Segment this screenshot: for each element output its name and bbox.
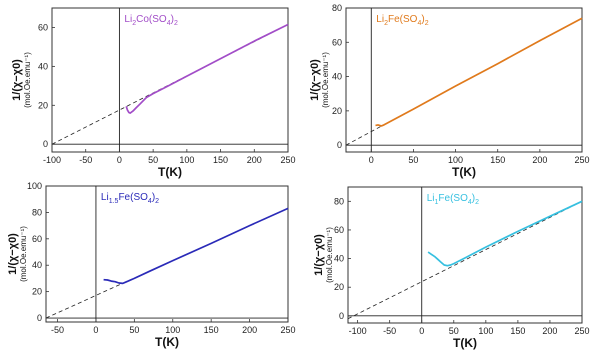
compound-label-part: 2 bbox=[155, 198, 160, 205]
x-tick-label: 200 bbox=[542, 326, 558, 336]
compound-label-part: 4 bbox=[467, 199, 472, 206]
x-tick-label: -50 bbox=[383, 326, 397, 336]
compound-label bbox=[376, 14, 428, 27]
x-tick-label: 150 bbox=[203, 325, 219, 335]
x-tick-label: 200 bbox=[242, 325, 258, 335]
x-axis-label: T(K) bbox=[158, 165, 182, 179]
x-tick-label: -50 bbox=[51, 325, 65, 335]
y-axis-unit: (mol.Oe.emu⁻¹) bbox=[325, 227, 334, 283]
y-tick-label: 40 bbox=[333, 253, 344, 264]
compound-label-part: 4 bbox=[147, 198, 152, 205]
compound-label-part: Li bbox=[100, 192, 109, 203]
y-tick-label: 0 bbox=[336, 140, 342, 151]
compound-label-part: Fe(SO bbox=[438, 193, 468, 204]
compound-label-part: Fe(SO bbox=[118, 192, 148, 203]
x-tick-label: 100 bbox=[179, 155, 195, 165]
y-axis-label: 1/(χ−χ0) bbox=[7, 233, 19, 275]
x-tick-label: 100 bbox=[448, 155, 464, 165]
y-axis-unit: (mol.Oe.emu⁻¹) bbox=[321, 52, 330, 108]
y-tick-label: 40 bbox=[31, 260, 42, 271]
y-tick-label: 20 bbox=[37, 100, 48, 111]
compound-label-part: 4 bbox=[417, 20, 422, 27]
y-tick-label: 0 bbox=[36, 313, 42, 324]
y-tick-label: 40 bbox=[331, 71, 342, 82]
y-axis-unit: (mol.Oe.emu⁻¹) bbox=[23, 52, 32, 108]
x-tick-label: -100 bbox=[348, 326, 367, 336]
x-tick-label: 250 bbox=[280, 325, 296, 335]
y-tick-label: 60 bbox=[37, 22, 48, 33]
compound-label bbox=[124, 14, 178, 27]
x-axis-label: T(K) bbox=[155, 335, 179, 349]
y-tick-label: 60 bbox=[331, 37, 342, 48]
y-axis-label: 1/(χ−χ0) bbox=[11, 59, 23, 101]
compound-label-part: 2 bbox=[132, 20, 137, 27]
data-series-line bbox=[376, 18, 583, 126]
compound-label bbox=[427, 193, 479, 206]
compound-label-part: 2 bbox=[173, 20, 178, 27]
y-axis-label: 1/(χ−χ0) bbox=[313, 234, 325, 276]
x-tick-label: 200 bbox=[532, 155, 548, 165]
y-axis-label: 1/(χ−χ0) bbox=[309, 59, 321, 101]
x-tick-label: 0 bbox=[368, 155, 374, 165]
x-axis-label: T(K) bbox=[452, 165, 476, 179]
x-axis-label: T(K) bbox=[453, 336, 477, 350]
y-tick-label: 20 bbox=[333, 282, 344, 293]
compound-label-part: ) bbox=[170, 14, 174, 25]
plot-frame bbox=[346, 8, 582, 152]
x-tick-label: 0 bbox=[116, 155, 122, 165]
compound-label-part: 1.5 bbox=[108, 198, 119, 205]
compound-label-part: Li bbox=[426, 193, 435, 204]
x-tick-label: 0 bbox=[419, 326, 425, 336]
y-tick-label: 60 bbox=[333, 224, 344, 235]
x-tick-label: 50 bbox=[448, 326, 459, 336]
y-tick-label: 0 bbox=[42, 139, 48, 150]
plot-frame bbox=[348, 187, 582, 323]
chart-panel-2 bbox=[309, 3, 590, 179]
y-tick-label: 60 bbox=[31, 233, 42, 244]
x-tick-label: 50 bbox=[129, 325, 140, 335]
y-tick-label: 80 bbox=[31, 207, 42, 218]
x-tick-label: 100 bbox=[478, 326, 494, 336]
y-tick-label: 20 bbox=[331, 105, 342, 116]
x-tick-label: 50 bbox=[148, 155, 159, 165]
plot-frame bbox=[46, 186, 288, 322]
compound-label-part: ) bbox=[151, 192, 156, 203]
compound-label-part: 4 bbox=[166, 20, 171, 27]
chart-panel-4 bbox=[313, 187, 590, 350]
compound-label-part: 1 bbox=[434, 199, 439, 206]
x-tick-label: 250 bbox=[574, 155, 590, 165]
x-tick-label: 0 bbox=[93, 325, 99, 335]
compound-label-part: 2 bbox=[424, 20, 429, 27]
data-series-line bbox=[428, 201, 582, 265]
y-tick-label: 40 bbox=[37, 61, 48, 72]
y-axis-unit: (mol.Oe.emu⁻¹) bbox=[19, 226, 28, 282]
y-tick-label: 20 bbox=[31, 286, 42, 297]
x-tick-label: 250 bbox=[574, 326, 590, 336]
compound-label-part: ) bbox=[421, 14, 425, 25]
x-tick-label: 150 bbox=[510, 326, 526, 336]
compound-label-part: 2 bbox=[475, 199, 480, 206]
chart-panel-1 bbox=[11, 8, 296, 179]
compound-label-part: Li bbox=[376, 14, 385, 25]
y-tick-label: 80 bbox=[331, 3, 342, 13]
compound-label bbox=[101, 192, 159, 205]
fit-line-dashed bbox=[348, 201, 582, 318]
chart-panel-3 bbox=[7, 181, 296, 349]
x-tick-label: 50 bbox=[408, 155, 419, 165]
x-tick-label: 250 bbox=[280, 155, 296, 165]
plot-frame bbox=[52, 8, 288, 152]
compound-label-part: ) bbox=[471, 193, 476, 204]
x-tick-label: 150 bbox=[490, 155, 506, 165]
y-tick-label: 100 bbox=[26, 181, 42, 191]
x-tick-label: -100 bbox=[42, 155, 62, 165]
compound-label-part: Co(SO bbox=[136, 14, 167, 25]
data-series-line bbox=[126, 25, 288, 114]
data-series-line bbox=[104, 208, 288, 283]
x-tick-label: 200 bbox=[246, 155, 262, 165]
x-tick-label: -50 bbox=[79, 155, 93, 165]
y-tick-label: 80 bbox=[333, 196, 344, 207]
compound-label-part: 2 bbox=[384, 20, 388, 27]
x-tick-label: 150 bbox=[213, 155, 229, 165]
compound-label-part: Li bbox=[124, 14, 133, 25]
y-tick-label: 0 bbox=[338, 310, 344, 321]
compound-label-part: Fe(SO bbox=[387, 14, 418, 25]
x-tick-label: 100 bbox=[165, 325, 181, 335]
